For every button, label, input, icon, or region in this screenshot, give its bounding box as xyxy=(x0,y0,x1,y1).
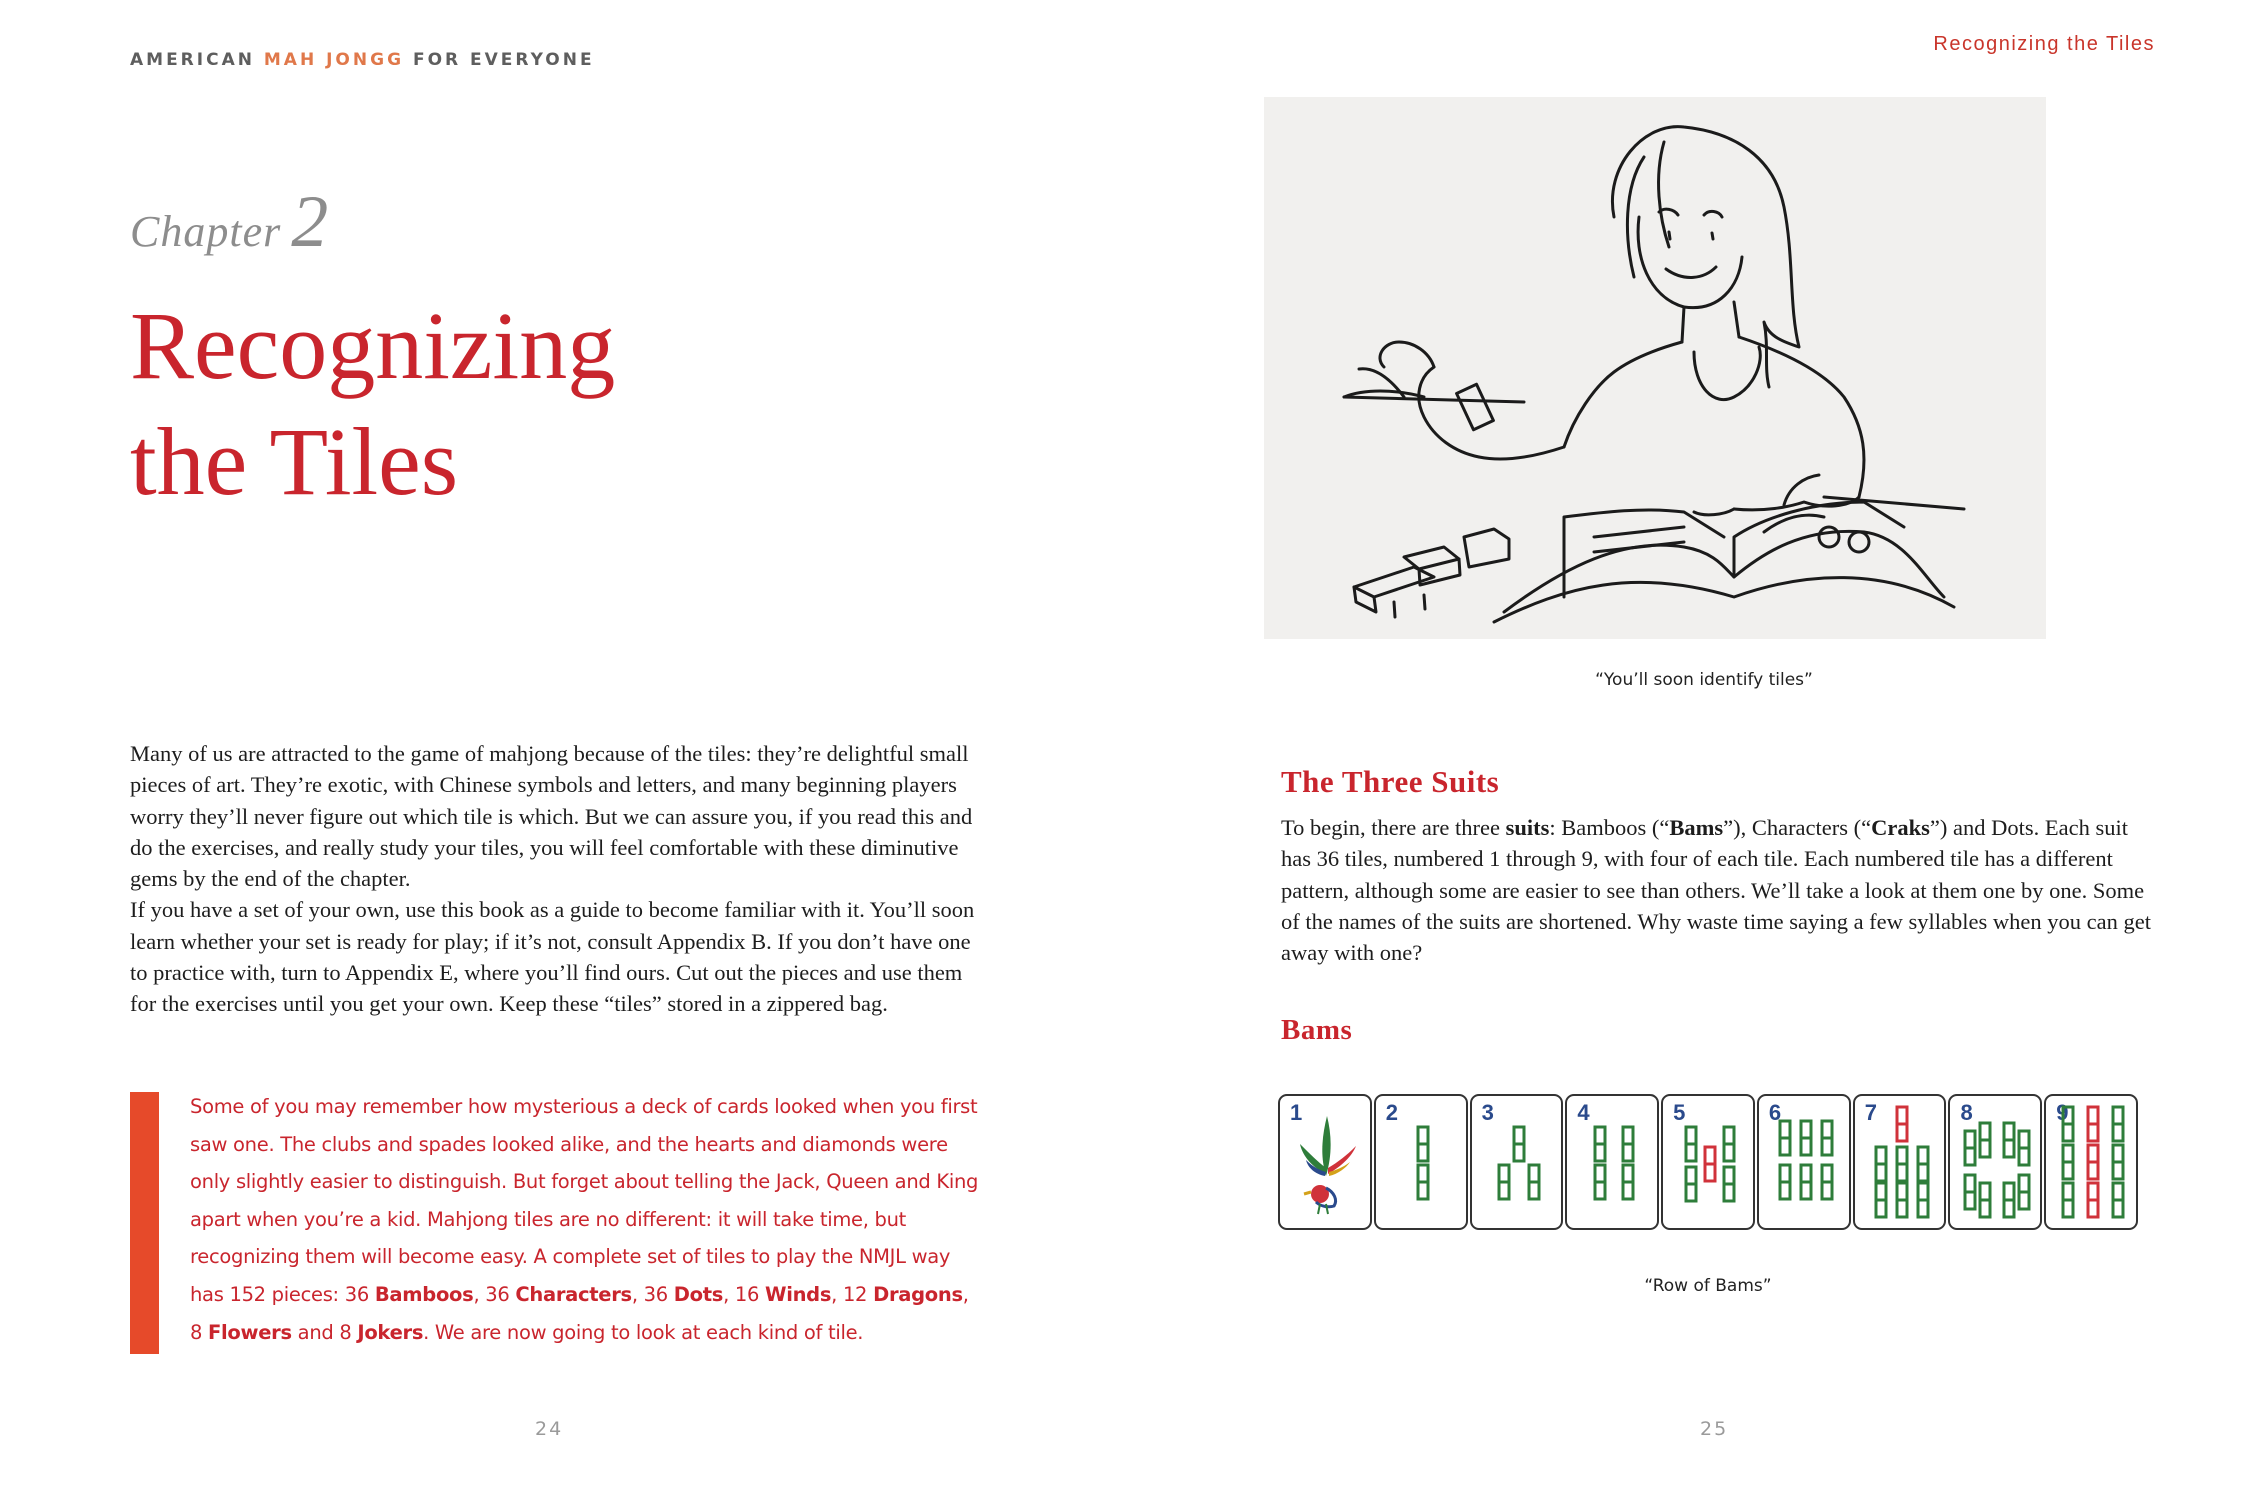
bam-tile-9 xyxy=(2044,1094,2138,1230)
bamboo-stick xyxy=(1801,1165,1811,1199)
bamboo-stick xyxy=(2113,1145,2123,1179)
bamboo-sticks-icon xyxy=(1759,1096,1853,1228)
bamboo-stick xyxy=(1724,1127,1734,1161)
term-suits: suits xyxy=(1505,815,1550,840)
chapter-number: 2 xyxy=(291,181,329,263)
bamboo-stick xyxy=(2113,1183,2123,1217)
bam-tile-5 xyxy=(1661,1094,1755,1230)
tile-number-3: 3 xyxy=(1481,1100,1494,1125)
bam-tiles-row xyxy=(1278,1094,2138,1230)
running-header-book-title xyxy=(130,50,595,70)
bamboo-stick xyxy=(2019,1175,2029,1209)
bamboo-stick xyxy=(1705,1147,1715,1181)
bamboo-stick xyxy=(2004,1123,2014,1157)
bamboo-sticks-icon xyxy=(1855,1096,1949,1228)
bamboo-stick xyxy=(1897,1107,1907,1141)
bamboo-stick xyxy=(2113,1107,2123,1141)
bamboo-stick xyxy=(1623,1127,1633,1161)
term-dots: Dots xyxy=(673,1282,724,1306)
running-header-chapter-title: Recognizing the Tiles xyxy=(1933,33,2155,55)
tile-number-7: 7 xyxy=(1864,1100,1877,1125)
tile-number-1: 1 xyxy=(1290,1100,1303,1125)
bamboo-stick xyxy=(1418,1127,1428,1161)
tiles-caption: “Row of Bams” xyxy=(1644,1276,1772,1296)
bamboo-stick xyxy=(1780,1165,1790,1199)
tile-number-5: 5 xyxy=(1673,1100,1686,1125)
page-number-right: 25 xyxy=(1700,1418,1729,1440)
bamboo-stick xyxy=(1724,1167,1734,1201)
bamboo-stick xyxy=(1780,1121,1790,1155)
chapter-word: Chapter xyxy=(130,207,282,256)
bamboo-stick xyxy=(1623,1165,1633,1199)
bamboo-sticks-icon xyxy=(1663,1096,1757,1228)
term-winds: Winds xyxy=(765,1282,832,1306)
tile-number-4: 4 xyxy=(1577,1100,1590,1125)
intro-text xyxy=(130,738,990,1020)
tile-number-6: 6 xyxy=(1768,1100,1782,1125)
bamboo-sticks-icon xyxy=(2046,1096,2140,1228)
bamboo-stick xyxy=(1418,1165,1428,1199)
bamboo-stick xyxy=(2088,1107,2098,1141)
bamboo-stick xyxy=(1876,1183,1886,1217)
term-jokers: Jokers xyxy=(357,1320,424,1344)
bamboo-stick xyxy=(1686,1167,1696,1201)
book-title-part1: AMERICAN xyxy=(130,50,264,70)
term-bams: Bams xyxy=(1669,815,1724,840)
bamboo-sticks-icon xyxy=(1472,1096,1566,1228)
chapter-title xyxy=(130,288,850,520)
bird-icon xyxy=(1280,1096,1374,1228)
bam-tile-8 xyxy=(1948,1094,2042,1230)
bamboo-stick xyxy=(2088,1145,2098,1179)
bamboo-stick xyxy=(1918,1147,1928,1181)
callout-box: Some of you may remember how mysterious a deck of cards looked when you first saw one. The clubs and spades looked alike, and the hearts and diamonds were only slightly easier to distinguish. But forget about telling the Jack, Queen and King apart when you’re a kid. Mahjong tiles are no different: it will take time, but recognizing them will become easy. A complete set of tiles to play the NMJL way has 152 pieces: 36 Bamboos, 36 Characters, 36 Dots, 16 Winds, 12 Dragons, 8 Flowers and 8 Jokers. We are now going to look at each kind of tile. xyxy=(190,1095,979,1344)
bamboo-stick xyxy=(1965,1131,1975,1165)
bam-tile-1 xyxy=(1278,1094,1372,1230)
bamboo-stick xyxy=(1918,1183,1928,1217)
bam-tile-7 xyxy=(1853,1094,1947,1230)
chapter-label xyxy=(130,180,328,265)
chapter-title-line2: the Tiles xyxy=(130,408,459,515)
bamboo-stick xyxy=(1980,1123,1990,1157)
bamboo-stick xyxy=(1499,1165,1509,1199)
bamboo-sticks-icon xyxy=(1376,1096,1470,1228)
sketch-drawing xyxy=(1264,97,2046,639)
bamboo-stick xyxy=(2004,1183,2014,1217)
three-suits-text: To begin, there are three suits: Bamboos (“Bams”), Characters (“Craks”) and Dots. Each suit has 36 tiles, numbered 1 through 9, with four of each tile. Each numbered tile has a different pattern, although some are easier to see than others. We’ll take a look at them one by one. Some of the names of the suits are shortened. Why waste time saying a few syllables when you can get away with one? xyxy=(1281,815,2151,966)
bamboo-stick xyxy=(1897,1147,1907,1181)
term-dragons: Dragons xyxy=(873,1282,963,1306)
section-heading-three-suits: The Three Suits xyxy=(1281,764,1500,799)
bam-tile-2 xyxy=(1374,1094,1468,1230)
book-title-accent: MAH JONGG xyxy=(263,50,405,70)
bamboo-stick xyxy=(1822,1121,1832,1155)
term-flowers: Flowers xyxy=(208,1320,292,1344)
illustration-caption: “You’ll soon identify tiles” xyxy=(1595,670,1813,690)
book-title-part2: FOR EVERYONE xyxy=(404,50,595,70)
term-characters: Characters xyxy=(515,1282,632,1306)
bamboo-stick xyxy=(2063,1107,2073,1141)
bamboo-stick xyxy=(1822,1165,1832,1199)
bamboo-sticks-icon xyxy=(1950,1096,2044,1228)
bamboo-stick xyxy=(1801,1121,1811,1155)
term-bamboos: Bamboos xyxy=(374,1282,474,1306)
bamboo-stick xyxy=(1686,1127,1696,1161)
tile-number-8: 8 xyxy=(1960,1100,1973,1125)
callout-accent-bar xyxy=(130,1092,159,1354)
subheading-bams: Bams xyxy=(1281,1014,1353,1046)
bamboo-stick xyxy=(2063,1145,2073,1179)
intro-paragraph-1: Many of us are attracted to the game of mahjong because of the tiles: they’re delightful small pieces of art. They’re exotic, with Chinese symbols and letters, and many beginning players worry they’ll never figure out which tile is which. But we can assure you, if you read this and do the exercises, and really study your tiles, you will feel comfortable with these diminutive gems by the end of the chapter. xyxy=(130,741,973,892)
bamboo-sticks-icon xyxy=(1567,1096,1661,1228)
illustration-woman-with-tiles xyxy=(1264,97,2046,639)
bamboo-stick xyxy=(2063,1183,2073,1217)
bam-tile-4 xyxy=(1565,1094,1659,1230)
bamboo-stick xyxy=(1980,1183,1990,1217)
bamboo-stick xyxy=(1897,1183,1907,1217)
bam-tile-6 xyxy=(1757,1094,1851,1230)
bamboo-stick xyxy=(1595,1127,1605,1161)
bamboo-stick xyxy=(2088,1183,2098,1217)
bamboo-stick xyxy=(1595,1165,1605,1199)
bam-tile-3 xyxy=(1470,1094,1564,1230)
tile-number-2: 2 xyxy=(1385,1100,1399,1125)
bamboo-stick xyxy=(1965,1175,1975,1209)
bamboo-stick xyxy=(1514,1127,1524,1161)
term-craks: Craks xyxy=(1871,815,1930,840)
page-number-left: 24 xyxy=(535,1418,564,1440)
intro-paragraph-2: If you have a set of your own, use this book as a guide to become familiar with it. You’ll soon learn whether your set is ready for play; if it’s not, consult Appendix B. If you don’t have one to practice with, turn to Appendix E, where you’ll find ours. Cut out the pieces and use them for the exercises until you get your own. Keep these “tiles” stored in a zippered bag. xyxy=(130,897,975,1017)
bamboo-stick xyxy=(2019,1131,2029,1165)
bamboo-stick xyxy=(1529,1165,1539,1199)
chapter-title-line1: Recognizing xyxy=(130,292,616,399)
tile-number-9: 9 xyxy=(2056,1100,2069,1125)
bamboo-stick xyxy=(1876,1147,1886,1181)
